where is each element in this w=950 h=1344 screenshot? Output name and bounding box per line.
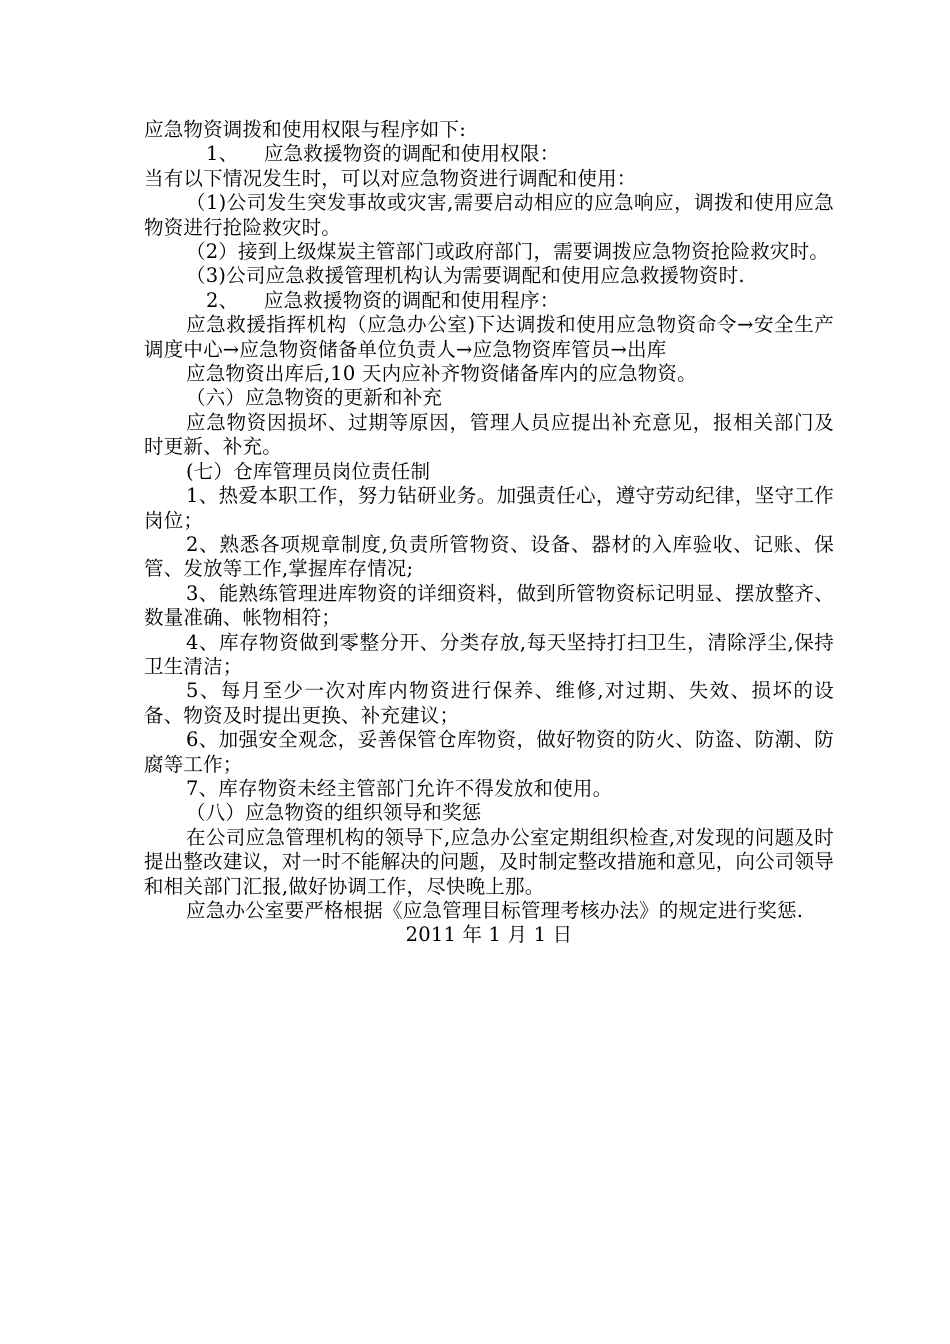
paragraph: 2、 应急救援物资的调配和使用程序：: [206, 288, 560, 312]
section-heading: (七）仓库管理员岗位责任制: [186, 459, 431, 483]
paragraph: 应急物资出库后,10 天内应补齐物资储备库内的应急物资。: [186, 362, 697, 386]
document-date: 2011 年 1 月 1 日: [405, 923, 573, 947]
list-item: 3、能熟练管理进库物资的详细资料，做到所管物资标记明显、摆放整齐、数量准确、帐物相符；: [144, 581, 834, 630]
paragraph: （2）接到上级煤炭主管部门或政府部门，需要调拨应急物资抢险救灾时。: [186, 240, 830, 264]
paragraph: 当有以下情况发生时，可以对应急物资进行调配和使用：: [144, 166, 637, 190]
list-item: 2、熟悉各项规章制度,负责所管物资、设备、器材的入库验收、记账、保管、发放等工作,掌握库存情况;: [144, 532, 834, 581]
paragraph: 应急救援指挥机构（应急办公室)下达调拨和使用应急物资命令→安全生产调度中心→应急物资储备单位负责人→应急物资库管员→出库: [144, 313, 834, 361]
list-item: 4、库存物资做到零整分开、分类存放,每天坚持打扫卫生，清除浮尘,保持卫生清洁；: [144, 630, 834, 678]
paragraph: （3)公司应急救援管理机构认为需要调配和使用应急救援物资时.: [186, 264, 745, 288]
list-item: 6、加强安全观念，妥善保管仓库物资，做好物资的防火、防盗、防潮、防腐等工作；: [144, 728, 834, 776]
paragraph: 应急物资调拨和使用权限与程序如下:: [144, 118, 466, 141]
paragraph: 应急办公室要严格根据《应急管理目标管理考核办法》的规定进行奖惩.: [186, 899, 804, 922]
paragraph: 1、 应急救援物资的调配和使用权限：: [206, 142, 560, 166]
list-item: 7、库存物资未经主管部门允许不得发放和使用。: [186, 776, 613, 800]
paragraph: 在公司应急管理机构的领导下,应急办公室定期组织检查,对发现的问题及时提出整改建议，对一时不能解决的问题，及时制定整改措施和意见，向公司领导和相关部门汇报,做好协调工作，尽快晚上那。: [144, 825, 834, 898]
paragraph: （1)公司发生突发事故或灾害,需要启动相应的应急响应，调拨和使用应急物资进行抢险救灾时。: [144, 191, 834, 239]
list-item: 1、热爱本职工作，努力钻研业务。加强责任心，遵守劳动纪律，坚守工作岗位；: [144, 484, 834, 532]
document-body: [144, 118, 834, 948]
section-heading: （八）应急物资的组织领导和奖惩: [186, 801, 482, 825]
list-item: 5、每月至少一次对库内物资进行保养、维修,对过期、失效、损坏的设备、物资及时提出更换、补充建议；: [144, 679, 834, 727]
section-heading: （六）应急物资的更新和补充: [186, 386, 443, 410]
paragraph: 应急物资因损坏、过期等原因，管理人员应提出补充意见，报相关部门及时更新、补充。: [144, 410, 834, 459]
